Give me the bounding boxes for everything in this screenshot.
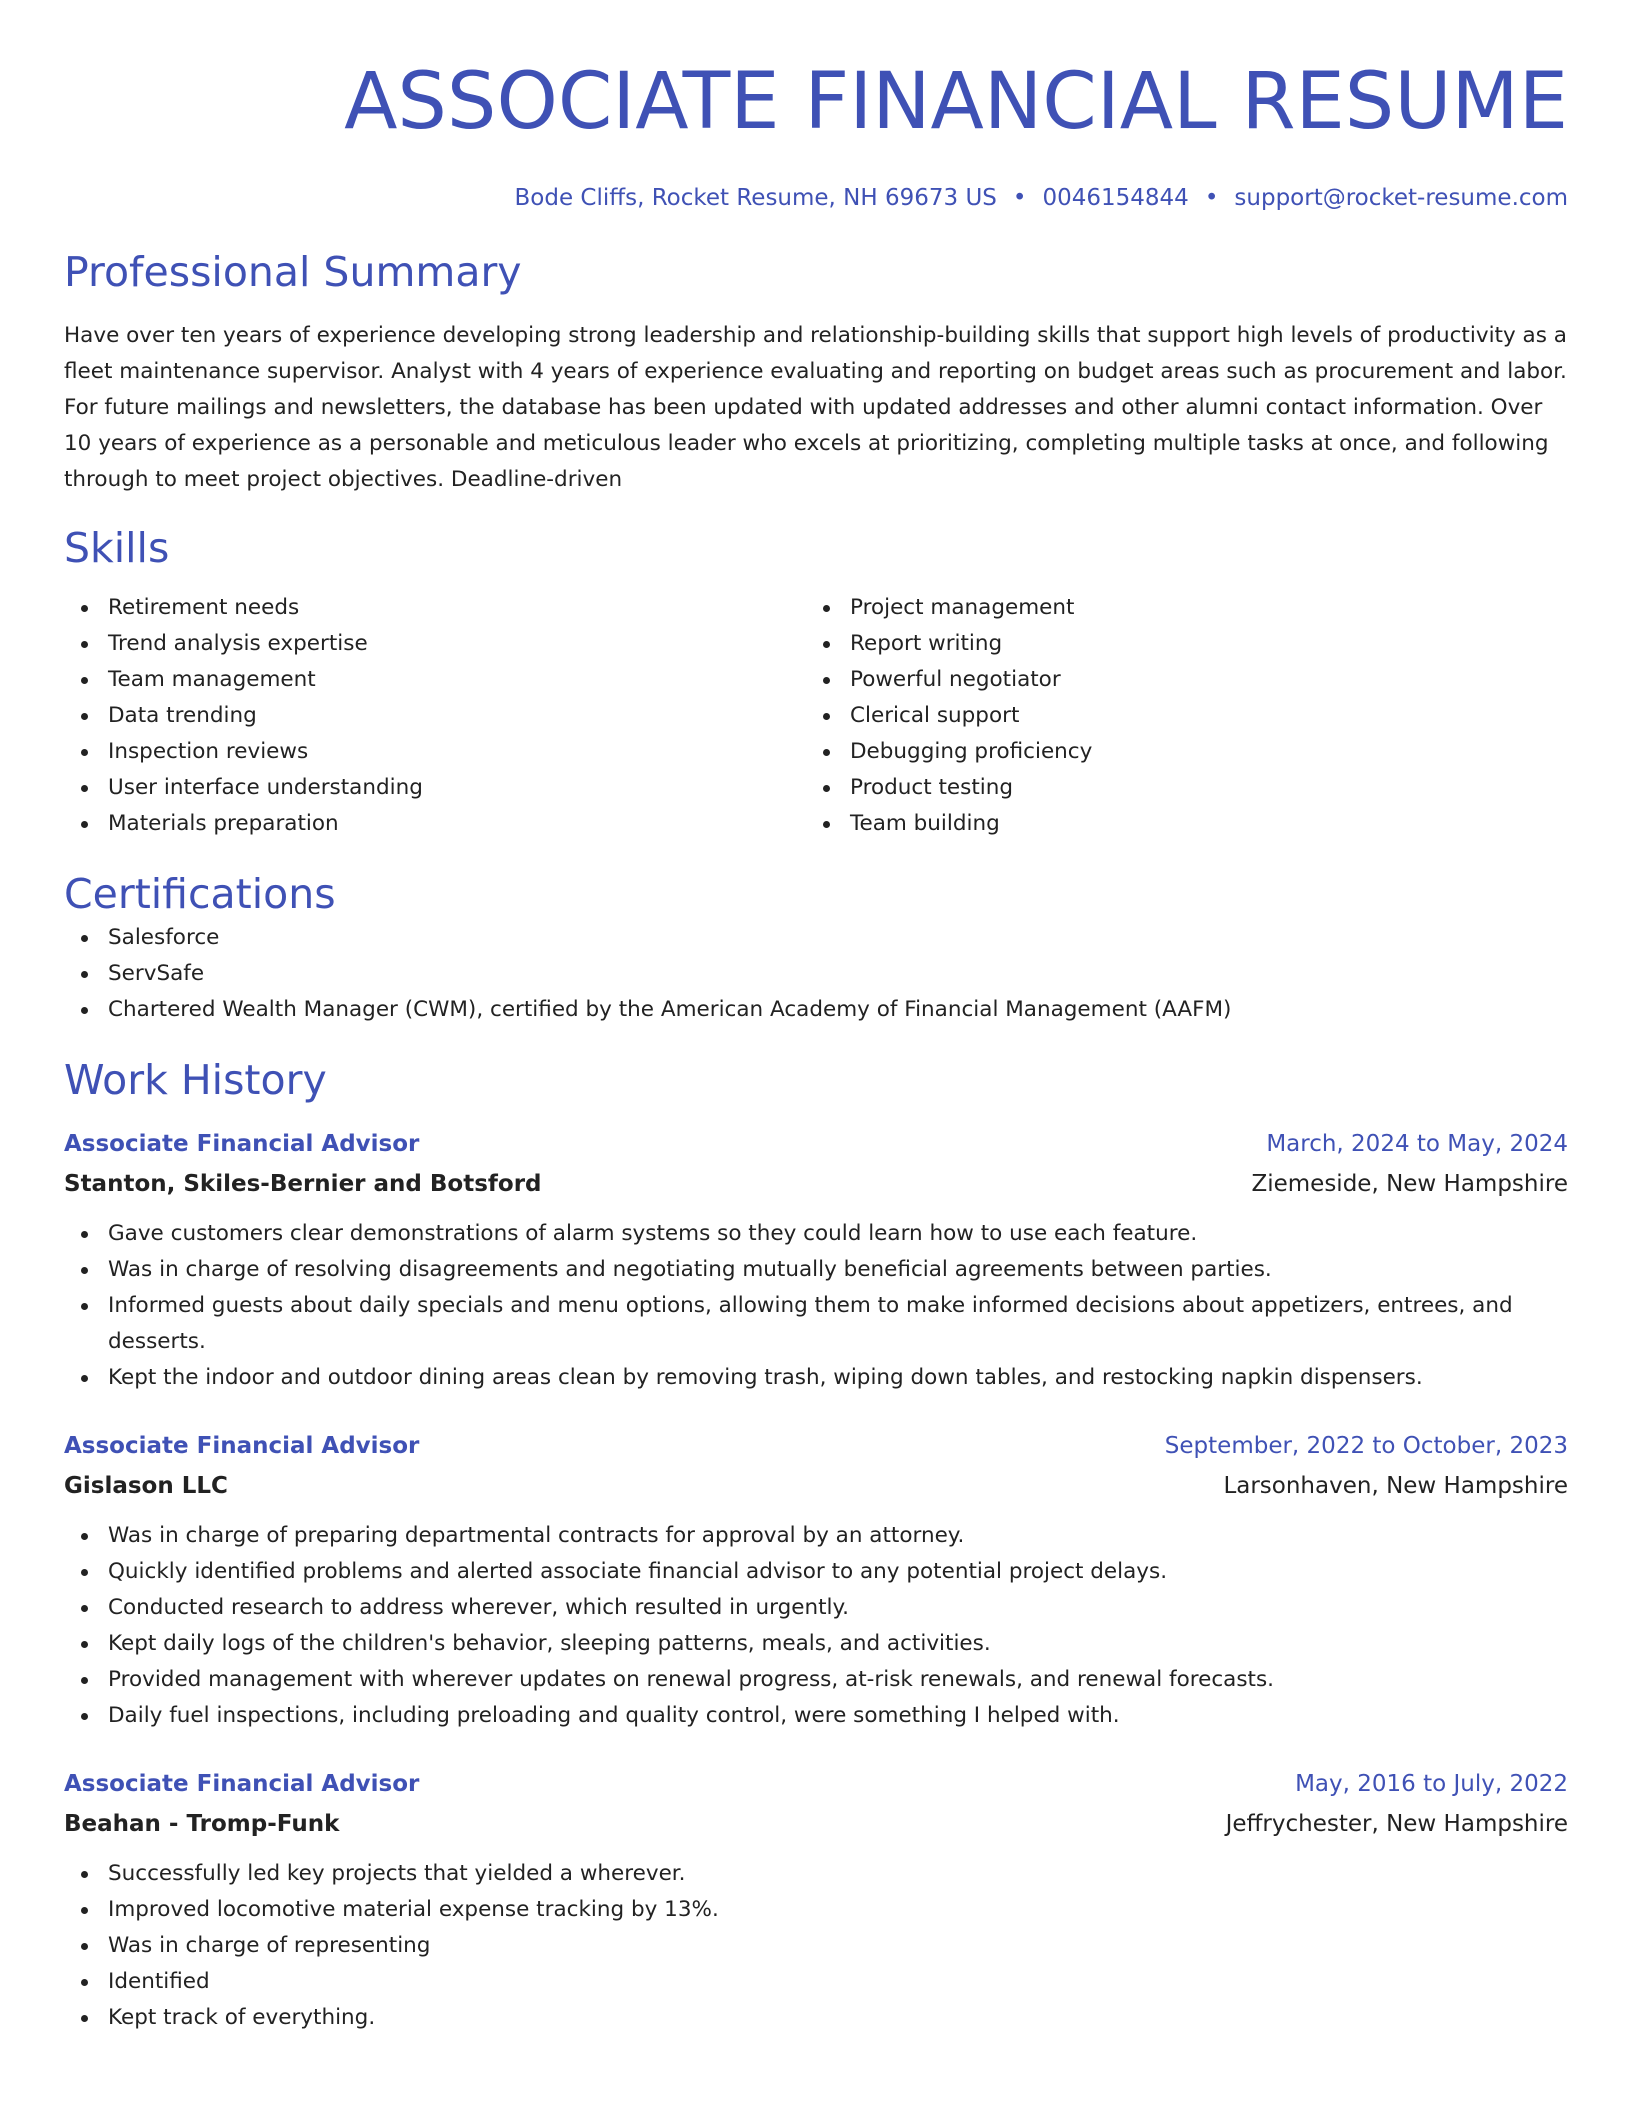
work-history-heading: Work History — [64, 1056, 327, 1104]
skill-item: Project management — [806, 590, 1548, 626]
job-company: Beahan - Tromp-Funk — [64, 1811, 340, 1837]
job-entry — [64, 1124, 1568, 1396]
skill-item: Report writing — [806, 626, 1548, 662]
job-company: Stanton, Skiles-Bernier and Botsford — [64, 1171, 542, 1197]
contact-email: support@rocket-resume.com — [1234, 185, 1568, 211]
job-duties-list — [64, 1856, 1568, 2036]
job-duty-item: Successfully led key projects that yielded a wherever. — [64, 1856, 1568, 1892]
skill-item: Debugging proficiency — [806, 734, 1548, 770]
job-title: Associate Financial Advisor — [64, 1771, 420, 1797]
job-dates: March, 2024 to May, 2024 — [1266, 1131, 1568, 1157]
certifications-list — [64, 920, 1568, 1028]
skills-list-left — [64, 590, 806, 842]
job-duty-item: Improved locomotive material expense tracking by 13%. — [64, 1892, 1568, 1928]
skills-column-left — [64, 590, 806, 842]
skill-item: Team management — [64, 662, 806, 698]
certification-item: Salesforce — [64, 920, 1568, 956]
job-duty-item: Daily fuel inspections, including preloading and quality control, were something I helped with. — [64, 1698, 1568, 1734]
summary-text: Have over ten years of experience developing strong leadership and relationship-building skills that support high levels of productivity as a fleet maintenance supervisor. Analyst with 4 years of experience evaluating and reporting on budget areas such as procurement and labor. For future mailings and newsletters, the database has been updated with updated addresses and other alumni contact information. Over 10 years of experience as a personable and meticulous leader who excels at prioritizing, completing multiple tasks at once, and following through to meet project objectives. Deadline-driven — [64, 323, 1567, 492]
job-company: Gislason LLC — [64, 1473, 228, 1499]
skill-item: Retirement needs — [64, 590, 806, 626]
job-duty-item: Was in charge of preparing departmental contracts for approval by an attorney. — [64, 1518, 1568, 1554]
job-company-row — [64, 1164, 1568, 1204]
contact-phone: 0046154844 — [1042, 185, 1189, 211]
job-company-row — [64, 1804, 1568, 1844]
job-location: Larsonhaven, New Hampshire — [1223, 1473, 1568, 1499]
job-duty-item: Informed guests about daily specials and menu options, allowing them to make informed decisions about appetizers, entrees, and desserts. — [64, 1288, 1568, 1360]
skill-item: Data trending — [64, 698, 806, 734]
job-entry — [64, 1764, 1568, 2036]
certification-item: Chartered Wealth Manager (CWM), certified by the American Academy of Financial Management (AAFM) — [64, 992, 1568, 1028]
skills-column-right — [806, 590, 1548, 842]
contact-address: Bode Cliffs, Rocket Resume, NH 69673 US — [514, 185, 997, 211]
job-dates: May, 2016 to July, 2022 — [1295, 1771, 1568, 1797]
job-entry — [64, 1426, 1568, 1734]
job-dates: September, 2022 to October, 2023 — [1164, 1433, 1568, 1459]
job-title-row — [64, 1124, 1568, 1164]
skills-grid — [64, 590, 1568, 842]
job-duties-list — [64, 1216, 1568, 1396]
skill-item: Team building — [806, 806, 1548, 842]
job-duty-item: Identified — [64, 1964, 1568, 2000]
resume-title: ASSOCIATE FINANCIAL RESUME — [344, 57, 1568, 147]
job-company-row — [64, 1466, 1568, 1506]
job-title: Associate Financial Advisor — [64, 1131, 420, 1157]
job-location: Ziemeside, New Hampshire — [1251, 1171, 1568, 1197]
job-duty-item: Kept the indoor and outdoor dining areas clean by removing trash, wiping down tables, and restocking napkin dispensers. — [64, 1360, 1568, 1396]
job-duty-item: Gave customers clear demonstrations of alarm systems so they could learn how to use each feature. — [64, 1216, 1568, 1252]
job-duty-item: Conducted research to address wherever, which resulted in urgently. — [64, 1590, 1568, 1626]
job-title-row — [64, 1426, 1568, 1466]
job-title-row — [64, 1764, 1568, 1804]
skills-heading: Skills — [64, 524, 170, 572]
contact-line — [64, 182, 1568, 214]
skill-item: Materials preparation — [64, 806, 806, 842]
job-duty-item: Quickly identified problems and alerted associate financial advisor to any potential project delays. — [64, 1554, 1568, 1590]
job-duty-item: Was in charge of representing — [64, 1928, 1568, 1964]
skills-list-right — [806, 590, 1548, 842]
job-duty-item: Was in charge of resolving disagreements and negotiating mutually beneficial agreements between parties. — [64, 1252, 1568, 1288]
contact-separator: • — [1204, 185, 1219, 211]
job-duties-list — [64, 1518, 1568, 1734]
certification-item: ServSafe — [64, 956, 1568, 992]
job-duty-item: Provided management with wherever updates on renewal progress, at-risk renewals, and renewal forecasts. — [64, 1662, 1568, 1698]
job-duty-item: Kept daily logs of the children's behavior, sleeping patterns, meals, and activities. — [64, 1626, 1568, 1662]
skill-item: Product testing — [806, 770, 1548, 806]
skill-item: User interface understanding — [64, 770, 806, 806]
certifications-heading: Certifications — [64, 870, 336, 918]
contact-separator: • — [1012, 185, 1027, 211]
skill-item: Powerful negotiator — [806, 662, 1548, 698]
job-title: Associate Financial Advisor — [64, 1433, 420, 1459]
summary-heading: Professional Summary — [64, 248, 522, 296]
skill-item: Trend analysis expertise — [64, 626, 806, 662]
skill-item: Clerical support — [806, 698, 1548, 734]
skill-item: Inspection reviews — [64, 734, 806, 770]
job-duty-item: Kept track of everything. — [64, 2000, 1568, 2036]
job-location: Jeffrychester, New Hampshire — [1225, 1811, 1568, 1837]
